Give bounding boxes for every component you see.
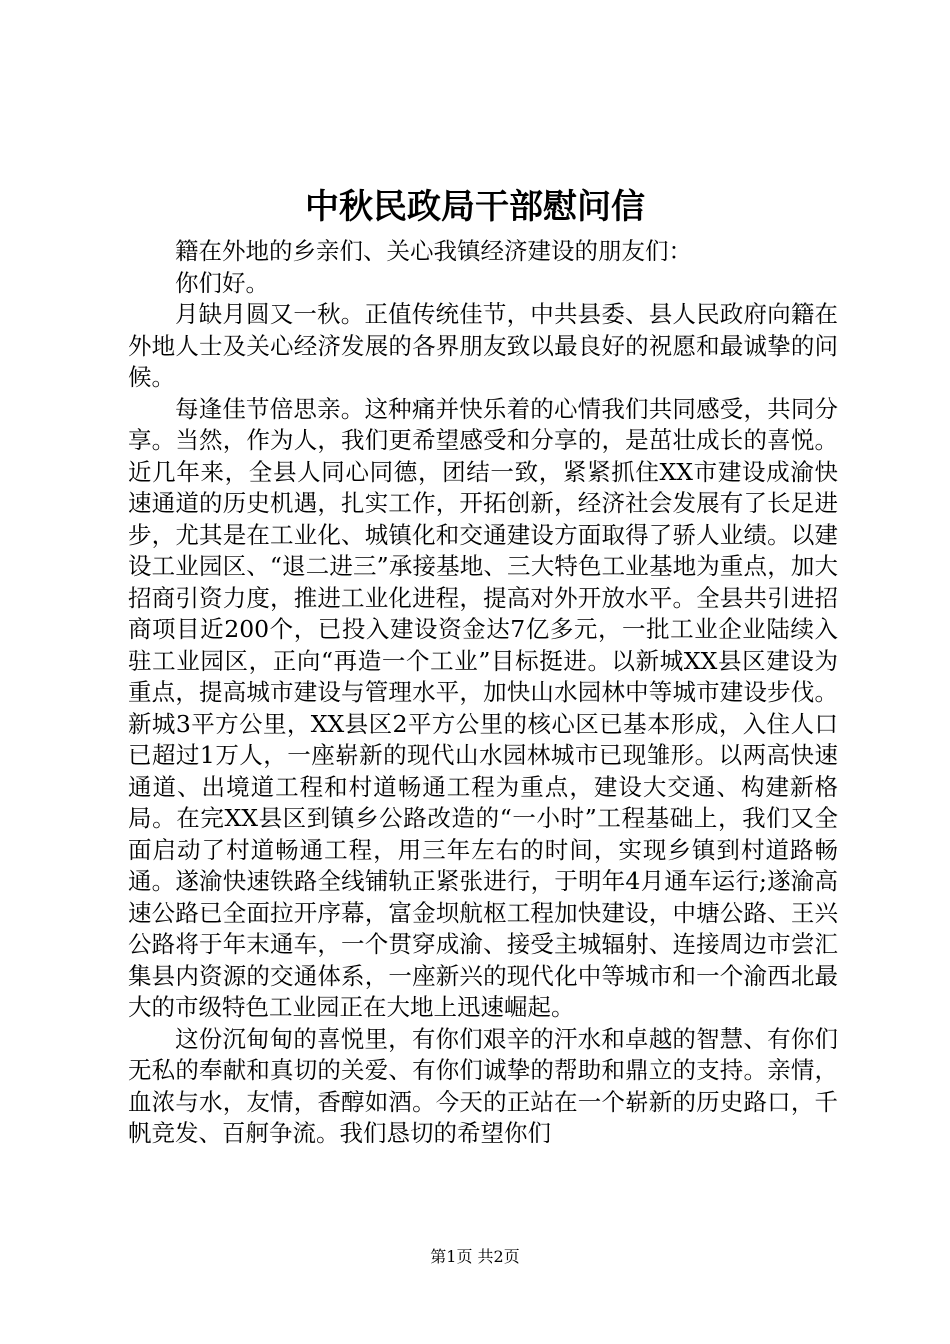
paragraph: 每逢佳节倍思亲。这种痛并快乐着的心情我们共同感受，共同分享。当然，作为人，我们更希望感受和分享的，是茁壮成长的喜悦。近几年来，全县人同心同德，团结一致，紧紧抓住XX市建设成渝快速通道的历史机遇，扎实工作，开拓创新，经济社会发展有了长足进步，尤其是在工业化、城镇化和交通建设方面取得了骄人业绩。以建设工业园区、“退二进三”承接基地、三大特色工业基地为重点，加大招商引资力度，推进工业化进程，提高对外开放水平。全县共引进招商项目近200个，已投入建设资金达7亿多元，一批工业企业陆续入驻工业园区，正向“再造一个工业”目标挺进。以新城XX县区建设为重点，提高城市建设与管理水平，加快山水园林中等城市建设步伐。新城3平方公里，XX县区2平方公里的核心区已基本形成，入住人口已超过1万人，一座崭新的现代山水园林城市已现雏形。以两高快速通道、出境道工程和村道畅通工程为重点，建设大交通、构建新格局。在完XX县区到镇乡公路改造的“一小时”工程基础上，我们又全面启动了村道畅通工程，用三年左右的时间，实现乡镇到村道路畅通。遂渝快速铁路全线铺轨正紧张进行，于明年4月通车运行;遂渝高速公路已全面拉开序幕，富金坝航枢工程加快建设，中塘公路、王兴公路将于年末通车，一个贯穿成渝、接受主城辐射、连接周边市尝汇集县内资源的交通体系，一座新兴的现代化中等城市和一个渝西北最大的市级特色工业园正在大地上迅速崛起。 [128, 394, 838, 1021]
salutation: 籍在外地的乡亲们、关心我镇经济建设的朋友们： [175, 237, 692, 265]
paragraph: 月缺月圆又一秋。正值传统佳节，中共县委、县人民政府向籍在外地人士及关心经济发展的各界朋友致以最良好的祝愿和最诚挚的问候。 [128, 300, 838, 391]
document-title: 中秋民政局干部慰问信 [305, 187, 645, 227]
paragraph: 这份沉甸甸的喜悦里，有你们艰辛的汗水和卓越的智慧、有你们无私的奉献和真切的关爱、有你们诚挚的帮助和鼎立的支持。亲情，血浓与水，友情，香醇如酒。今天的正站在一个崭新的历史路口，千帆竞发、百舸争流。我们恳切的希望你们 [128, 1024, 838, 1147]
page-footer: 第1页 共2页 [430, 1247, 520, 1266]
greeting: 你们好。 [175, 268, 269, 297]
document-body [128, 236, 838, 1150]
